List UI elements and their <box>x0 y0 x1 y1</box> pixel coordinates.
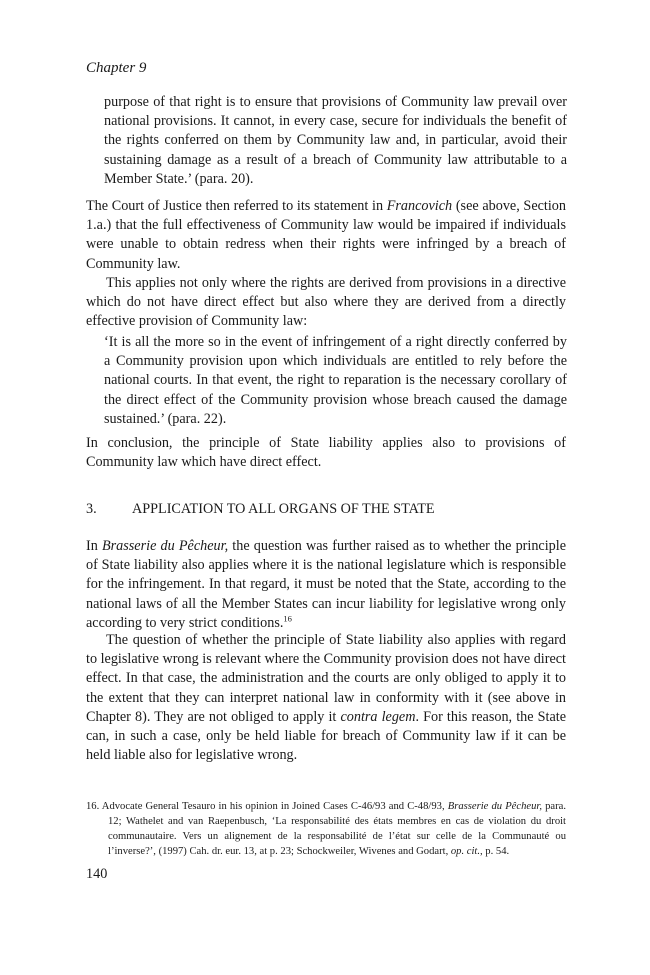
text-run: (see above, Section 1.a.) that the full effectiveness of Community law would be impaired if individuals were unable to obtain redress when their rights were infringed by a breach of Community law. <box>86 198 566 272</box>
text-run: The Court of Justice then referred to its statement in <box>86 198 387 214</box>
block-quote-para-20 <box>104 93 567 189</box>
footnote-text: Advocate General Tesauro in his opinion in Joined Cases C-46/93 and C-48/93, <box>99 801 448 812</box>
section-title: APPLICATION TO ALL ORGANS OF THE STATE <box>132 501 435 517</box>
section-number: 3. <box>86 501 97 517</box>
page-number: 140 <box>86 866 108 882</box>
footnote-16 <box>86 800 566 860</box>
text-run: the question was further raised as to whether the principle of State liability also applies where it is the national legislature which is responsible for the infringement. In that regard, it must be noted that the State, according to the national laws of all the Member States can incur liability for legislative wrong only according to very strict conditions. <box>86 538 566 631</box>
paragraph-text: In conclusion, the principle of State liability applies also to provisions of Community law which have direct effect. <box>86 435 566 471</box>
footnote-text: para. 12; Wathelet and van Raepenbusch, ‘La responsabilité des états membres en cas de violation du droit communautaire. Vers un alignement de la responsabilité de l’état sur celle de la Communauté ou l’inverse?’, (1997) Cah. dr. eur. 13, at p. 23; Schockweiler, Wivenes and Godart, <box>108 801 566 857</box>
footnote-text: p. 54. <box>482 845 510 857</box>
text-run: The question of whether the principle of State liability also applies with regard to legislative wrong is relevant where the Community provision does not have direct effect. In that case, the administration and the courts are only obliged to apply it to the extent that they can interpret national law in conformity with it (see above in Chapter 8). They are not obliged to apply it <box>86 632 566 725</box>
footnote-citation: op. cit., <box>450 845 483 857</box>
block-quote-para-22 <box>104 333 567 429</box>
quote-text: purpose of that right is to ensure that provisions of Community law prevail over national provisions. It cannot, in every case, secure for individuals the benefit of the rights conferred on them by Community law and, in particular, avoid their sustaining damage as a result of a breach of Community law attributable to a Member State.’ (para. 20). <box>104 94 567 187</box>
latin-term: contra legem <box>340 708 416 725</box>
footnote-case-name: Brasserie du Pêcheur, <box>447 801 542 812</box>
text-run: . For this reason, the State can, in such a case, only be held liable for breach of Community law if it can be held liable also for legislative wrong. <box>86 708 566 764</box>
paragraph-conclusion <box>86 434 566 472</box>
footnote-reference[interactable]: 16 <box>283 613 292 624</box>
text-run: In <box>86 538 102 554</box>
running-header: Chapter 9 <box>86 60 147 76</box>
section-heading <box>86 501 435 518</box>
paragraph-brasserie <box>86 537 566 633</box>
quote-text: ‘It is all the more so in the event of infringement of a right directly conferred by a Community provision upon which individuals are entitled to rely before the national courts. In that event, the right to reparation is the necessary corollary of the direct effect of the Community provision whose breach caused the damage sustained.’ (para. 22). <box>104 334 567 427</box>
footnote-number: 16. <box>86 801 100 812</box>
case-name: Brasserie du Pêcheur, <box>101 538 229 554</box>
paragraph-text: This applies not only where the rights are derived from provisions in a directive which do not have direct effect but also where they are derived from a directly effective provision of Community law: <box>86 275 566 330</box>
paragraph-legislative-wrong <box>86 631 566 765</box>
case-name: Francovich <box>386 198 453 214</box>
paragraph-francovich <box>86 197 566 274</box>
paragraph-direct-effect <box>86 274 566 332</box>
